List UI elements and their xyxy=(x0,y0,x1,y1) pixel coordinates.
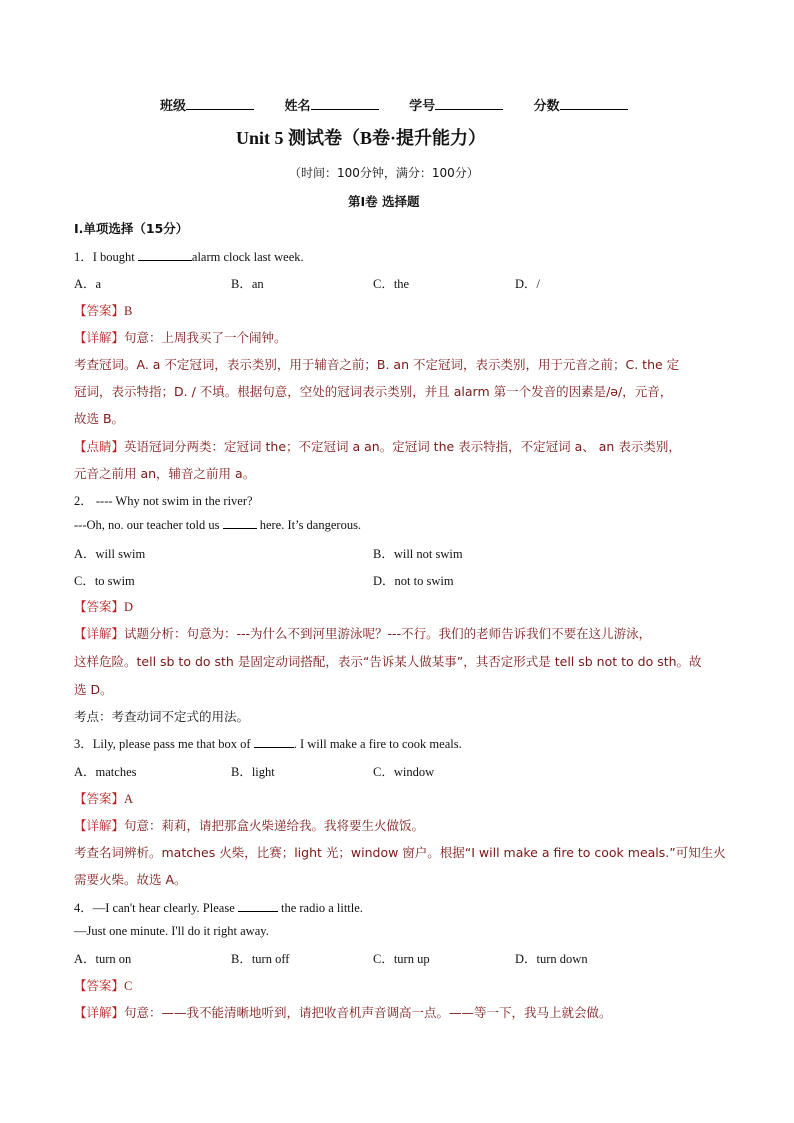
q3-stem-text: 3．Lily, please pass me that box of xyxy=(74,737,254,751)
id-blank[interactable] xyxy=(435,97,503,110)
q2-explanation xyxy=(74,624,651,642)
q1-option-c[interactable]: C．the xyxy=(373,277,410,291)
q1-tip-line2: 元音之前用 an，辅音之前用 a。 xyxy=(74,466,256,481)
q2-option-d[interactable]: D．not to swim xyxy=(373,574,454,588)
q1-blank[interactable] xyxy=(138,249,192,261)
q2-answer xyxy=(74,597,133,615)
q2-stem-text-end: here. It’s dangerous. xyxy=(256,518,362,532)
q4-explanation xyxy=(74,1003,612,1021)
q4-stem-line2: —Just one minute. I'll do it right away. xyxy=(74,924,269,938)
q3-explanation-line2: 考查名词辨析。matches 火柴，比赛；light 光；window 窗户。根据“I will make a fire to cook meals.”可知生火 xyxy=(74,845,726,860)
explanation-tag: 【详解】 xyxy=(74,626,125,641)
explanation-tag: 【详解】 xyxy=(74,818,125,833)
q2-stem-line2 xyxy=(74,517,361,533)
class-label: 班级 xyxy=(160,99,187,114)
q3-stem xyxy=(74,734,462,752)
q4-stem-line1 xyxy=(74,898,363,916)
id-label: 学号 xyxy=(409,99,436,114)
answer-value: C xyxy=(124,979,133,993)
explanation-text: 句意：上周我买了一个闹钟。 xyxy=(124,330,287,345)
q4-answer xyxy=(74,976,132,994)
q3-blank[interactable] xyxy=(254,736,294,748)
explanation-text: 句意：——我不能清晰地听到，请把收音机声音调高一点。——等一下，我马上就会做。 xyxy=(124,1005,612,1020)
section-heading: I.单项选择（15分） xyxy=(74,221,189,236)
q2-stem-line1: 2． ---- Why not swim in the river? xyxy=(74,494,253,508)
name-blank[interactable] xyxy=(311,97,379,110)
answer-value: B xyxy=(124,304,133,318)
answer-tag: 【答案】 xyxy=(74,791,125,806)
q4-option-a[interactable]: A．turn on xyxy=(74,952,132,966)
q2-stem-text: ---Oh, no. our teacher told us xyxy=(74,518,223,532)
answer-tag: 【答案】 xyxy=(74,599,125,614)
q1-stem-text: 1．I bought xyxy=(74,250,138,264)
q2-option-c[interactable]: C．to swim xyxy=(74,574,135,588)
q1-stem xyxy=(74,247,304,265)
page-title: Unit 5 测试卷（B卷·提升能力） xyxy=(236,128,487,148)
q1-explanation-line3: 冠词，表示特指；D. / 不填。根据句意，空处的冠词表示类别，并且 alarm 第一个发音的因素是/ə/，元音， xyxy=(74,384,673,399)
q1-tip xyxy=(74,437,681,455)
q3-stem-text-end: . I will make a fire to cook meals. xyxy=(293,737,462,751)
q4-option-d[interactable]: D．turn down xyxy=(515,952,588,966)
q4-stem-text: 4．—I can't hear clearly. Please xyxy=(74,901,238,915)
q4-blank[interactable] xyxy=(238,900,278,912)
q4-option-b[interactable]: B．turn off xyxy=(231,952,290,966)
q3-answer xyxy=(74,789,133,807)
q3-option-b[interactable]: B．light xyxy=(231,765,275,779)
q1-option-d[interactable]: D．/ xyxy=(515,277,541,291)
class-blank[interactable] xyxy=(186,97,254,110)
q3-option-c[interactable]: C．window xyxy=(373,765,435,779)
answer-tag: 【答案】 xyxy=(74,303,125,318)
q1-option-b[interactable]: B．an xyxy=(231,277,264,291)
q3-explanation-line3: 需要火柴。故选 A。 xyxy=(74,872,187,887)
explanation-tag: 【详解】 xyxy=(74,1005,125,1020)
explanation-tag: 【详解】 xyxy=(74,330,125,345)
q4-option-c[interactable]: C．turn up xyxy=(373,952,430,966)
score-label: 分数 xyxy=(533,99,560,114)
exam-subtitle: （时间：100分钟，满分：100分） xyxy=(289,166,479,180)
explanation-text: 试题分析：句意为：---为什么不到河里游泳呢？---不行。我们的老师告诉我们不要在这儿游泳， xyxy=(124,626,652,641)
q1-explanation-line4: 故选 B。 xyxy=(74,411,125,426)
explanation-text: 句意：莉莉，请把那盒火柴递给我。我将要生火做饭。 xyxy=(124,818,425,833)
tip-tag: 【点睛】 xyxy=(74,439,125,454)
q3-option-a[interactable]: A．matches xyxy=(74,765,137,779)
q1-stem-text-end: alarm clock last week. xyxy=(191,250,304,264)
name-label: 姓名 xyxy=(284,99,311,114)
q1-answer xyxy=(74,301,132,319)
q4-stem-text-end: the radio a little. xyxy=(277,901,363,915)
answer-tag: 【答案】 xyxy=(74,978,125,993)
answer-value: D xyxy=(124,600,134,614)
q1-option-a[interactable]: A．a xyxy=(74,277,102,291)
q1-explanation-line2: 考查冠词。A. a 不定冠词，表示类别，用于辅音之前；B. an 不定冠词，表示类别，用于元音之前；C. the 定 xyxy=(74,357,680,372)
q2-blank[interactable] xyxy=(223,517,257,529)
tip-text: 英语冠词分两类：定冠词 the；不定冠词 a an。定冠词 the 表示特指，不定冠词 a、 an 表示类别， xyxy=(124,439,681,454)
q2-explanation-line2: 这样危险。tell sb to do sth 是固定动词搭配，表示“告诉某人做某事”，其否定形式是 tell sb not to do sth。故 xyxy=(74,654,702,669)
q2-option-b[interactable]: B．will not swim xyxy=(373,547,463,561)
student-info-line xyxy=(160,95,634,114)
part-heading: 第I卷 选择题 xyxy=(348,194,420,209)
answer-value: A xyxy=(124,792,134,806)
q2-option-a[interactable]: A．will swim xyxy=(74,547,146,561)
score-blank[interactable] xyxy=(560,97,628,110)
q1-explanation xyxy=(74,328,287,346)
q2-note: 考点：考查动词不定式的用法。 xyxy=(74,709,250,724)
q2-explanation-line3: 选 D。 xyxy=(74,682,113,697)
q3-explanation xyxy=(74,816,424,834)
